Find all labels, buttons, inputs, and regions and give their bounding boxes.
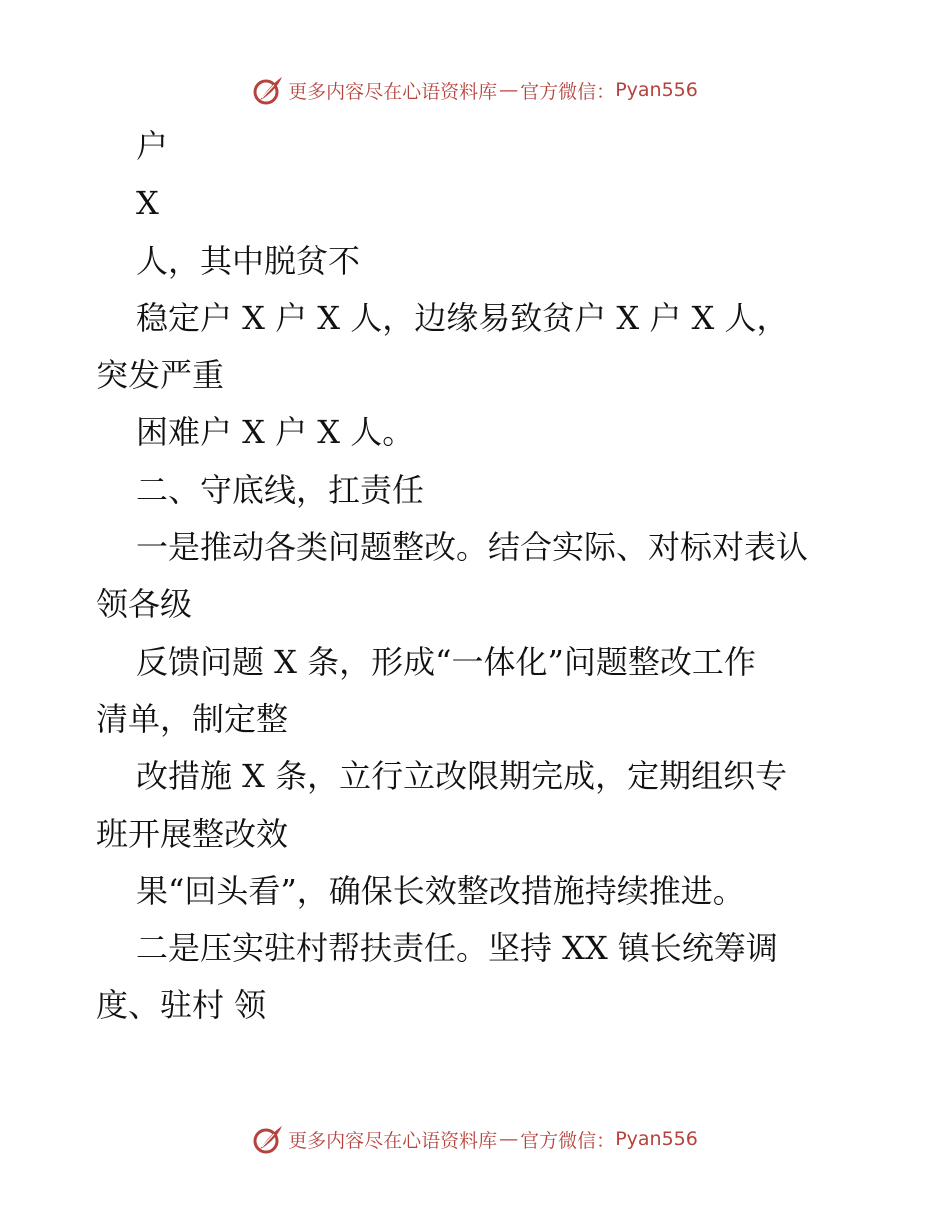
body-line: 清单，制定整 xyxy=(96,699,289,738)
footer-watermark xyxy=(0,1119,950,1159)
watermark-account-id: Pyan556 xyxy=(615,1128,698,1150)
body-line: 困难户 X 户 X 人。 xyxy=(136,413,415,452)
watermark-dash: — xyxy=(499,79,519,101)
watermark-account-id: Pyan556 xyxy=(615,79,698,101)
body-line: 人，其中脱贫不 xyxy=(136,241,361,280)
body-line: 领各级 xyxy=(96,585,193,624)
watermark-brand-text: 更多内容尽在心语资料库 xyxy=(288,1129,498,1152)
body-line: X xyxy=(136,184,159,223)
body-line: 反馈问题 X 条，形成“一体化”问题整改工作 xyxy=(136,642,756,681)
watermark-brand-text: 更多内容尽在心语资料库 xyxy=(288,80,498,103)
watermark-dash: — xyxy=(499,1128,519,1150)
feather-pen-seal-icon xyxy=(252,74,284,106)
watermark-account-label: 官方微信： xyxy=(520,1129,616,1152)
body-line: 果“回头看”，确保长效整改措施持续推进。 xyxy=(136,871,745,910)
body-line: 班开展整改效 xyxy=(96,814,289,853)
body-line: 突发严重 xyxy=(96,356,225,395)
feather-pen-seal-icon xyxy=(252,1123,284,1155)
body-line: 稳定户 X 户 X 人，边缘易致贫户 X 户 X 人， xyxy=(136,298,789,337)
body-line: 改措施 X 条，立行立改限期完成，定期组织专 xyxy=(136,757,788,796)
section-heading: 二、守底线，扛责任 xyxy=(136,470,425,509)
body-line: 户 xyxy=(136,127,169,165)
document-body xyxy=(96,118,876,1035)
body-line: 一是推动各类问题整改。结合实际、对标对表认 xyxy=(136,528,809,567)
watermark-account-label: 官方微信： xyxy=(520,80,616,103)
header-watermark xyxy=(0,70,950,110)
body-line: 度、驻村 领 xyxy=(96,986,267,1025)
body-line: 二是压实驻村帮扶责任。坚持 XX 镇长统筹调 xyxy=(136,929,778,968)
